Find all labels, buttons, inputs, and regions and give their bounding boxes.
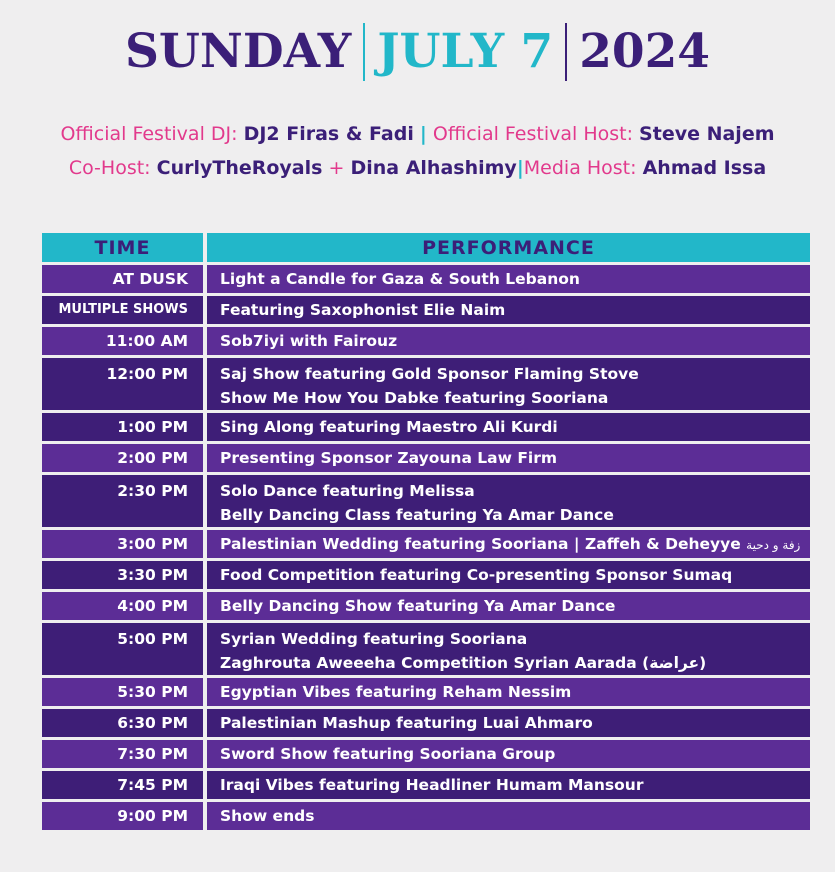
title-year: 2024 — [579, 24, 711, 79]
table-row — [42, 592, 810, 620]
row-time: 2:00 PM — [42, 444, 203, 472]
row-time: 5:30 PM — [42, 678, 203, 706]
performance-line: Syrian Wedding featuring Sooriana — [220, 630, 528, 648]
row-time: 11:00 AM — [42, 327, 203, 355]
arabic-text: زفة و دحية — [746, 538, 801, 552]
table-row — [42, 802, 810, 830]
performance-line: Show Me How You Dabke featuring Sooriana — [220, 389, 609, 407]
row-time: 7:30 PM — [42, 740, 203, 768]
table-row — [42, 413, 810, 441]
table-row — [42, 296, 810, 324]
row-performance — [207, 327, 810, 355]
row-time: 5:00 PM — [42, 623, 203, 675]
media-name: Ahmad Issa — [642, 157, 767, 179]
host-name: Steve Najem — [639, 123, 775, 145]
performance-line: Sword Show featuring Sooriana Group — [220, 745, 556, 763]
table-row — [42, 678, 810, 706]
performance-line: Show ends — [220, 807, 315, 825]
schedule-table — [42, 233, 810, 833]
credits-separator: | — [419, 123, 427, 145]
performance-column-header: PERFORMANCE — [207, 233, 810, 262]
credits-separator: | — [516, 157, 524, 179]
row-time: 2:30 PM — [42, 475, 203, 527]
cohost-name-2: Dina Alhashimy — [350, 157, 517, 179]
table-row — [42, 709, 810, 737]
performance-line: Belly Dancing Class featuring Ya Amar Dance — [220, 506, 614, 524]
row-performance — [207, 296, 810, 324]
row-time: 12:00 PM — [42, 358, 203, 410]
performance-line: Palestinian Mashup featuring Luai Ahmaro — [220, 714, 593, 732]
credits-line-1 — [0, 120, 835, 148]
table-row — [42, 444, 810, 472]
credits-line-2 — [0, 154, 835, 182]
table-row — [42, 561, 810, 589]
title-divider — [565, 23, 567, 81]
table-header — [42, 233, 810, 262]
table-row — [42, 771, 810, 799]
row-performance — [207, 678, 810, 706]
performance-line: Solo Dance featuring Melissa — [220, 482, 475, 500]
table-row — [42, 358, 810, 410]
cohost-name-1: CurlyTheRoyals — [156, 157, 323, 179]
row-performance — [207, 265, 810, 293]
media-label: Media Host: — [523, 157, 637, 179]
row-performance — [207, 709, 810, 737]
performance-line: Featuring Saxophonist Elie Naim — [220, 301, 506, 319]
performance-line: Egyptian Vibes featuring Reham Nessim — [220, 683, 572, 701]
table-row — [42, 623, 810, 675]
row-time: 1:00 PM — [42, 413, 203, 441]
performance-line: Saj Show featuring Gold Sponsor Flaming Stove — [220, 365, 639, 383]
title-divider — [363, 23, 365, 81]
performance-line: Food Competition featuring Co-presenting Sponsor Sumaq — [220, 566, 733, 584]
performance-line: Belly Dancing Show featuring Ya Amar Dance — [220, 597, 616, 615]
row-time: AT DUSK — [42, 265, 203, 293]
table-row — [42, 265, 810, 293]
row-time: 7:45 PM — [42, 771, 203, 799]
row-time: 9:00 PM — [42, 802, 203, 830]
row-performance — [207, 592, 810, 620]
table-row — [42, 475, 810, 527]
table-row — [42, 530, 810, 558]
title-day: SUNDAY — [124, 24, 352, 79]
row-time: MULTIPLE SHOWS — [42, 296, 203, 324]
performance-line: Zaghrouta Aweeeha Competition Syrian Aarada (عراضة) — [220, 654, 707, 672]
row-performance — [207, 413, 810, 441]
performance-line: Light a Candle for Gaza & South Lebanon — [220, 270, 580, 288]
row-performance — [207, 740, 810, 768]
row-performance — [207, 358, 810, 410]
row-time: 6:30 PM — [42, 709, 203, 737]
row-time: 3:30 PM — [42, 561, 203, 589]
dj-name: DJ2 Firas & Fadi — [243, 123, 414, 145]
table-row — [42, 327, 810, 355]
page-title — [0, 20, 835, 84]
row-performance — [207, 802, 810, 830]
title-date: JULY 7 — [377, 24, 554, 79]
performance-line: Sob7iyi with Fairouz — [220, 332, 398, 350]
host-label: Official Festival Host: — [432, 123, 633, 145]
row-time: 3:00 PM — [42, 530, 203, 558]
row-performance — [207, 623, 810, 675]
row-performance — [207, 475, 810, 527]
row-performance — [207, 530, 810, 558]
row-performance — [207, 561, 810, 589]
time-column-header: TIME — [42, 233, 203, 262]
performance-line: Iraqi Vibes featuring Headliner Humam Mansour — [220, 776, 644, 794]
row-performance — [207, 444, 810, 472]
row-performance — [207, 771, 810, 799]
row-time: 4:00 PM — [42, 592, 203, 620]
cohost-plus: + — [328, 157, 345, 179]
cohost-label: Co-Host: — [68, 157, 151, 179]
performance-line: Palestinian Wedding featuring Sooriana | Zaffeh & Deheyye — [220, 535, 741, 553]
table-row — [42, 740, 810, 768]
performance-line: Sing Along featuring Maestro Ali Kurdi — [220, 418, 558, 436]
dj-label: Official Festival DJ: — [60, 123, 238, 145]
performance-line: Presenting Sponsor Zayouna Law Firm — [220, 449, 558, 467]
